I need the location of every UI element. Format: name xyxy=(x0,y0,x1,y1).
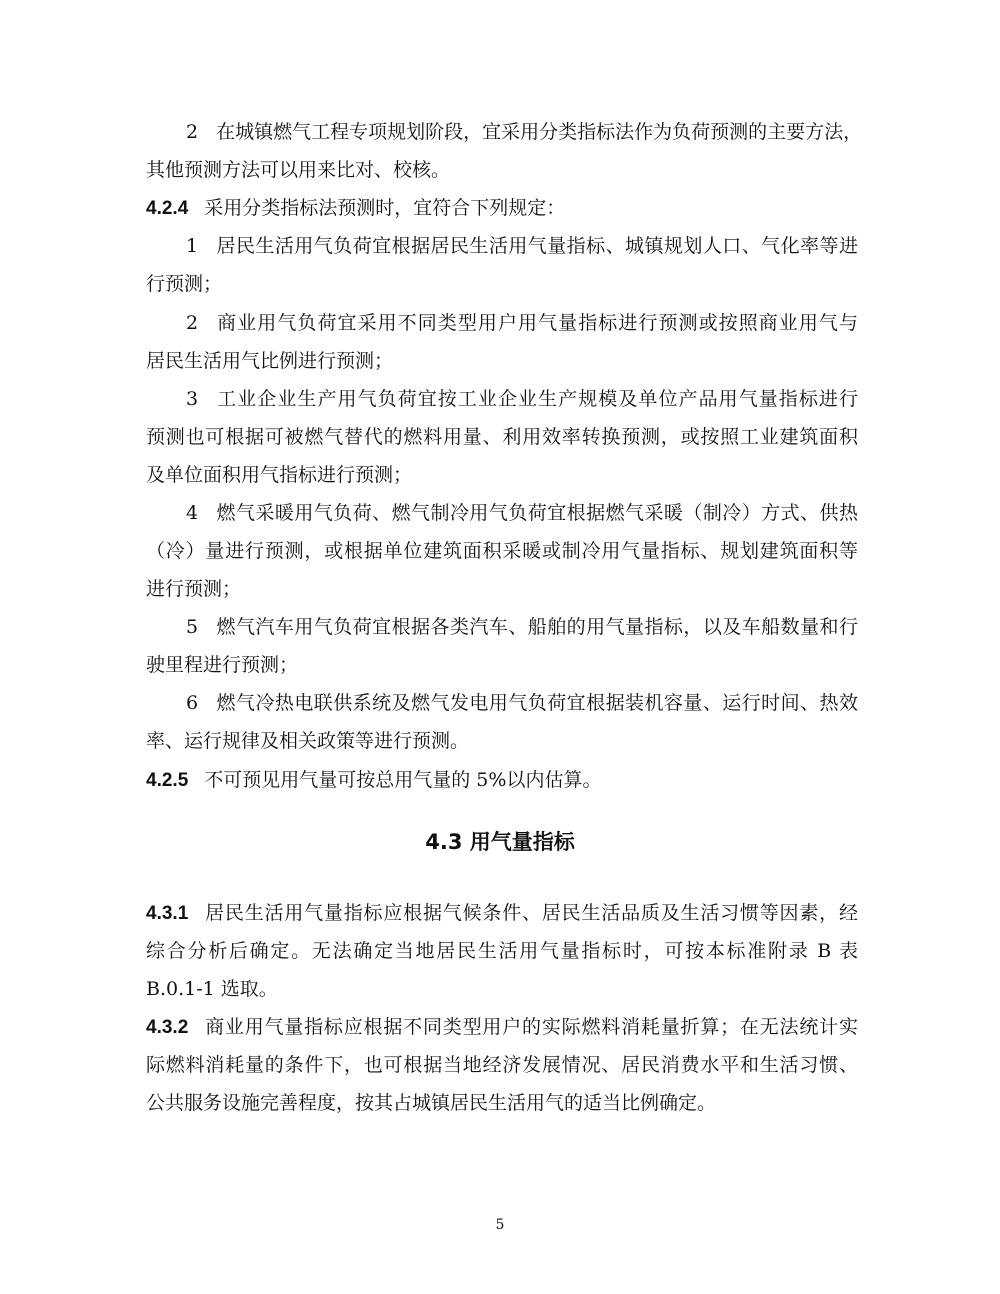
item-line: 预测也可根据可被燃气替代的燃料用量、利用效率转换预测，或按照工业建筑面积 xyxy=(146,426,858,448)
clause-4-3-2: 4.3.2 商业用气量指标应根据不同类型用户的实际燃料消耗量折算；在无法统计实 xyxy=(146,1016,858,1038)
clause-4-2-5: 4.2.5 不可预见用气量可按总用气量的 5%以内估算。 xyxy=(146,769,602,791)
page-number: 5 xyxy=(495,1217,505,1233)
item-number: 2 xyxy=(186,121,199,143)
item-line: 居民生活用气比例进行预测； xyxy=(146,350,394,372)
item-line: 率、运行规律及相关政策等进行预测。 xyxy=(146,730,470,752)
clause-line: B.0.1-1 选取。 xyxy=(146,978,278,1000)
section-title: 4.3 用气量指标 xyxy=(425,830,575,854)
item-number: 2 xyxy=(186,312,199,334)
clause-number: 4.3.1 xyxy=(146,903,189,924)
item-line: 4 燃气采暖用气负荷、燃气制冷用气负荷宜根据燃气采暖（制冷）方式、供热 xyxy=(186,502,858,524)
item-line: （冷）量进行预测，或根据单位建筑面积采暖或制冷用气量指标、规划建筑面积等 xyxy=(146,540,858,562)
item-number: 6 xyxy=(186,692,199,714)
item-line: 1 居民生活用气负荷宜根据居民生活用气量指标、城镇规划人口、气化率等进 xyxy=(186,235,858,257)
clause-4-2-4: 4.2.4 采用分类指标法预测时，宜符合下列规定： xyxy=(146,197,566,219)
item-number: 5 xyxy=(186,616,199,638)
clause-number: 4.2.4 xyxy=(146,198,189,219)
item-number: 1 xyxy=(186,235,199,257)
item-line: 2 在城镇燃气工程专项规划阶段，宜采用分类指标法作为负荷预测的主要方法， xyxy=(186,121,863,143)
item-line: 其他预测方法可以用来比对、校核。 xyxy=(146,159,451,181)
item-line: 6 燃气冷热电联供系统及燃气发电用气负荷宜根据装机容量、运行时间、热效 xyxy=(186,692,858,714)
clause-line: 综合分析后确定。无法确定当地居民生活用气量指标时，可按本标准附录 B 表 xyxy=(146,940,858,962)
item-line: 3 工业企业生产用气负荷宜按工业企业生产规模及单位产品用气量指标进行 xyxy=(186,388,858,410)
clause-number: 4.2.5 xyxy=(146,770,189,791)
clause-line: 公共服务设施完善程度，按其占城镇居民生活用气的适当比例确定。 xyxy=(146,1092,717,1114)
item-number: 4 xyxy=(186,502,199,524)
clause-number: 4.3.2 xyxy=(146,1017,189,1038)
item-line: 及单位面积用气指标进行预测； xyxy=(146,464,413,486)
item-line: 2 商业用气负荷宜采用不同类型用户用气量指标进行预测或按照商业用气与 xyxy=(186,312,858,334)
clause-4-3-1: 4.3.1 居民生活用气量指标应根据气候条件、居民生活品质及生活习惯等因素，经 xyxy=(146,902,858,924)
item-line: 进行预测； xyxy=(146,578,242,600)
item-line: 驶里程进行预测； xyxy=(146,654,299,676)
item-line: 行预测； xyxy=(146,273,223,295)
item-number: 3 xyxy=(186,388,199,410)
clause-line: 际燃料消耗量的条件下，也可根据当地经济发展情况、居民消费水平和生活习惯、 xyxy=(146,1054,858,1076)
item-line: 5 燃气汽车用气负荷宜根据各类汽车、船舶的用气量指标，以及车船数量和行 xyxy=(186,616,858,638)
